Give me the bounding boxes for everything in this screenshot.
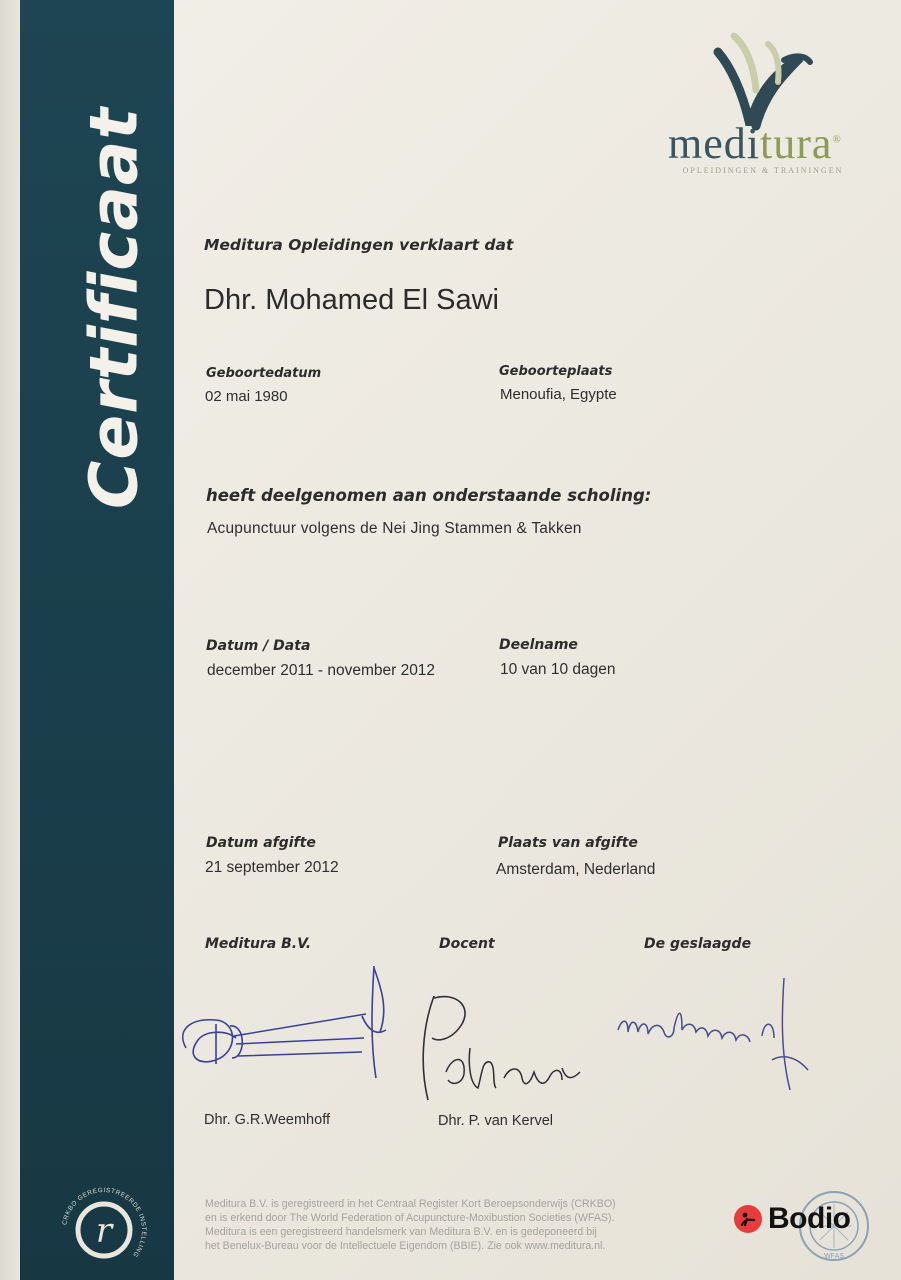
graduate-signature-label: De geslaagde [644,936,752,952]
bodio-logo-icon [734,1205,762,1233]
page-edge [0,0,20,1280]
course-heading: heeft deelgenomen aan onderstaande scholing: [206,486,652,505]
crkbo-seal-icon [58,1184,150,1276]
org-signature-label: Meditura B.V. [205,936,312,952]
teacher-signature [412,988,592,1108]
org-signer-name: Dhr. G.R.Weemhoff [204,1112,330,1128]
issue-date-label: Datum afgifte [206,835,316,851]
certificate-title: Certificaat [75,106,153,510]
sidebar-band [20,0,174,1280]
footer-line: Meditura is een geregistreerd handelsmerk van Meditura B.V. en is gedeponeerd bij [205,1226,597,1238]
seal-ring-text: CRKBO GEREGISTREERDE INSTELLING [61,1186,148,1259]
course-name: Acupunctuur volgens de Nei Jing Stammen & Takken [207,520,582,537]
teacher-signature-label: Docent [439,936,495,952]
logo-wordmark [668,118,842,169]
birthplace-value: Menoufia, Egypte [500,386,617,403]
intro-text: Meditura Opleidingen verklaart dat [204,236,514,254]
period-value: december 2011 - november 2012 [207,662,436,679]
attendance-label: Deelname [499,637,578,653]
footer-line: Meditura B.V. is geregistreerd in het Centraal Register Kort Beroepsonderwijs (CRKBO) [205,1198,616,1210]
footer-legal-text [205,1197,705,1253]
logo-word-part-2: tura [759,119,833,168]
logo-word-part-1: medi [668,119,760,168]
org-signature [176,960,396,1085]
seal-letter: r [95,1211,113,1251]
bodio-watermark [734,1202,850,1236]
teacher-signer-name: Dhr. P. van Kervel [438,1113,553,1129]
birthplace-label: Geboorteplaats [499,364,613,379]
recipient-name: Dhr. Mohamed El Sawi [204,284,499,316]
footer-line: en is erkend door The World Federation of Acupuncture-Moxibustion Societies (WFAS). [205,1212,615,1224]
bodio-brand-text: Bodio [768,1202,851,1235]
issue-date-value: 21 september 2012 [205,859,339,876]
issue-place-label: Plaats van afgifte [498,835,638,851]
footer-line: het Benelux-Bureau voor de Intellectuele Eigendom (BBIE). Zie ook www.meditura.nl. [205,1240,606,1252]
issue-place-value: Amsterdam, Nederland [496,861,656,878]
birthdate-value: 02 mai 1980 [205,388,288,405]
logo-subtitle: OPLEIDINGEN & TRAININGEN [682,166,844,175]
birthdate-label: Geboortedatum [206,366,322,381]
wfas-label: WFAS [824,1253,844,1260]
attendance-value: 10 van 10 dagen [500,661,616,678]
registered-mark: ® [832,133,842,146]
period-label: Datum / Data [206,638,311,654]
graduate-signature [612,970,822,1100]
